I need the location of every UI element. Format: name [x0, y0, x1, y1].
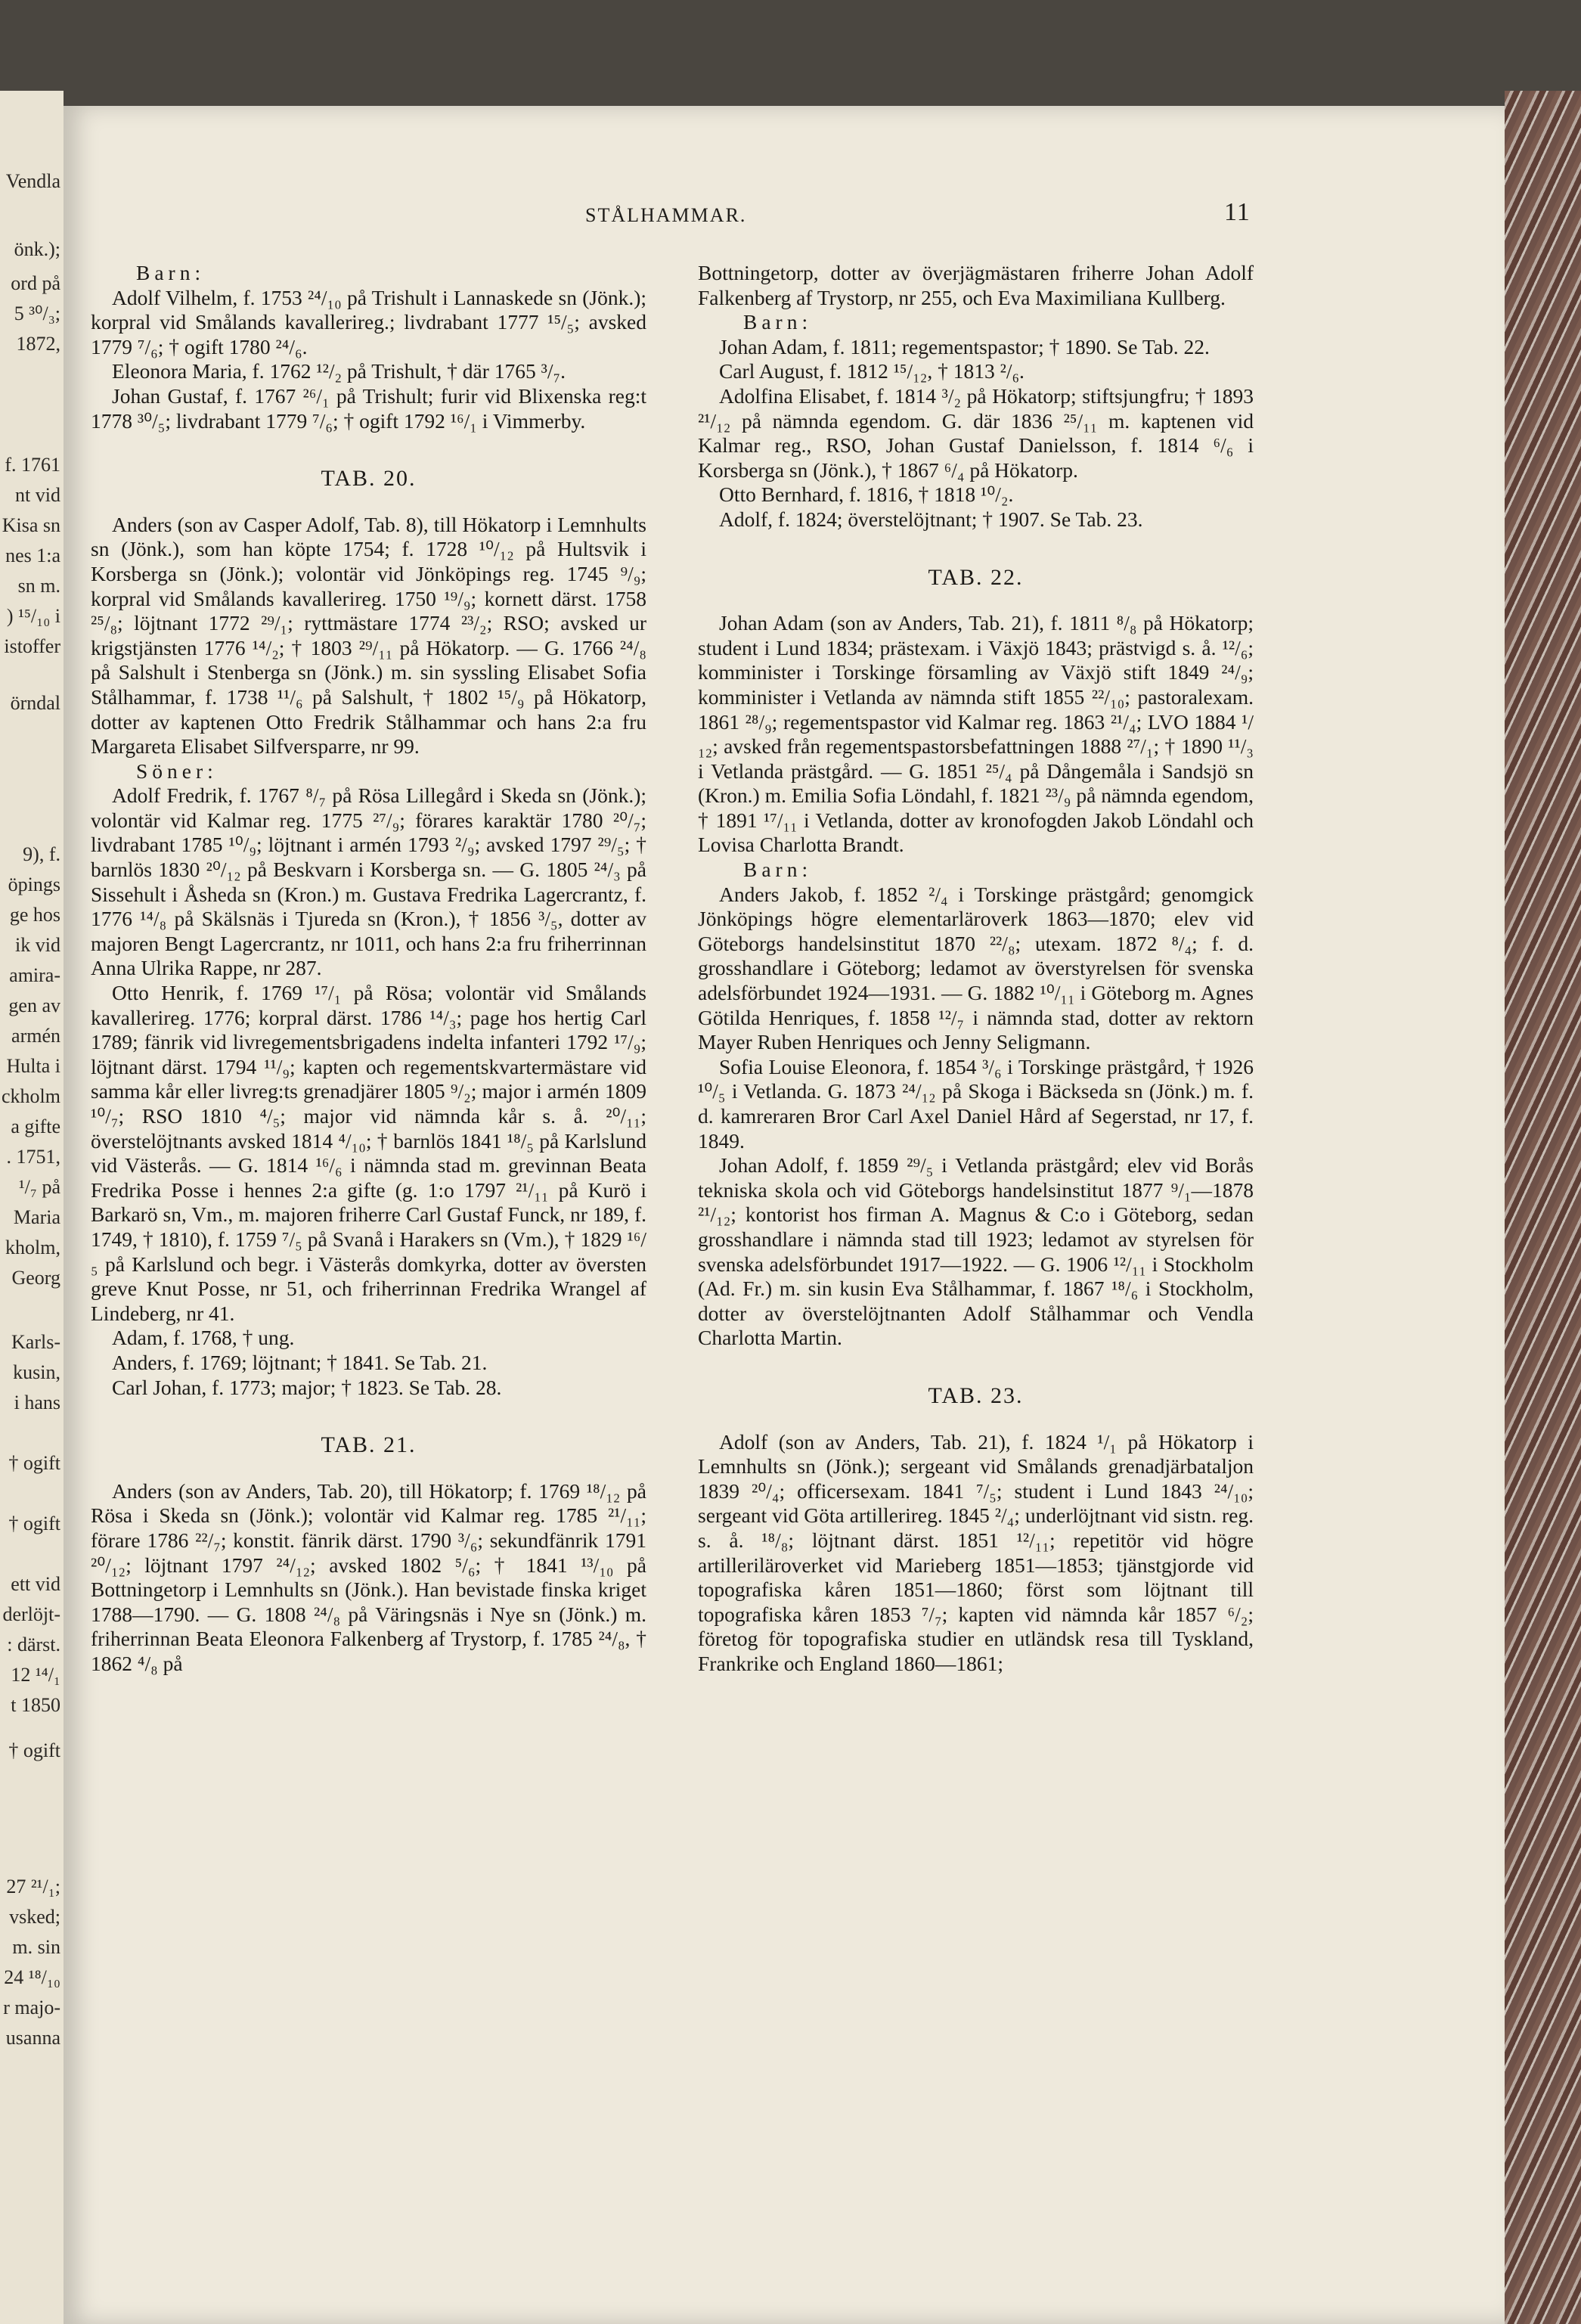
- paragraph: Adam, f. 1768, † ung.: [112, 1326, 295, 1350]
- previous-page-fragment: Vendla: [5, 170, 60, 192]
- previous-page-fragment: öpings: [8, 873, 60, 895]
- previous-page-fragment: usanna: [5, 2027, 60, 2049]
- paragraph: Carl August, f. 1812 ¹⁵/₁₂, † 1813 ²/₆.: [719, 359, 1025, 383]
- previous-page-fragment: derlöjt-: [2, 1603, 60, 1625]
- paragraph: Adolf Fredrik, f. 1767 ⁸/₇ på Rösa Lillegård i Skeda sn (Jönk.); volontär vid Kalmar reg. 1775 ²⁷/₉; förares karaktär 1780 ²⁰/₇; livdrabant 1785 ¹⁰/₉; löjtnant i armén 1793 ²/₉; avsked 1797 ²⁹/₅; † barnlös 1830 ²⁰/₁₂ på Beskvarn i Korsberga sn. — G. 1805 ²⁴/₃ på Sissehult i Åsheda sn (Kron.) m. Gustava Fredrika Lagercrantz, f. 1776 ¹⁴/₈ på Skälsnäs i Tjureda sn (Kron.), † 1856 ³/₅, dotter av majoren Bengt Lagercrantz, nr 1011, och hans 2:a fru friherrinnan Anna Ulrika Rappe, nr 287.: [91, 783, 646, 980]
- section-label: Barn:: [743, 310, 813, 334]
- previous-page-fragment: ik vid: [15, 934, 60, 956]
- paragraph: Otto Henrik, f. 1769 ¹⁷/₁ på Rösa; volontär vid Smålands kavallerireg. 1776; korpral därst. 1786 ¹⁴/₃; page hos hertig Carl 1789; fänrik vid livregementsbrigadens indelta infanteri 1792 ¹⁷/₉; löjtnant därst. 1794 ¹¹/₉; kapten och regementskvartermästare vid samma kår eller livreg:ts grenadjärer 1805 ⁹/₂; major i armén 1809 ¹⁰/₇; RSO 1810 ⁴/₅; major vid nämnda kår s. å. ²⁰/₁₁; överstelöjtnants avsked 1814 ⁴/₁₀; † barnlös 1841 ¹⁸/₅ på Karlslund vid Västerås. — G. 1814 ¹⁶/₆ i nämnda stad m. grevinnan Beata Fredrika Posse i hennes 2:a gifte (g. 1:o 1797 ²¹/₁₁ på Kurö i Barkarö sn, Vm., m. majoren friherre Carl Gustaf Funck, nr 189, f. 1749, † 1810), f. 1759 ⁷/₅ på Svanå i Harakers sn (Vm.), † 1829 ¹⁶/₅ på Karlslund och begr. i Västerås domkyrka, dotter av översten greve Knut Posse, nr 51, och friherrinnan Fredrika Wrangel af Lindeberg, nr 41.: [91, 981, 646, 1325]
- previous-page-fragment: † ogift: [8, 1739, 60, 1761]
- previous-page-fragment: Hulta i: [6, 1055, 60, 1077]
- section-label: Barn:: [743, 858, 813, 882]
- previous-page-fragment: amira-: [9, 964, 60, 986]
- paragraph: Johan Adam (son av Anders, Tab. 21), f. 1811 ⁸/₈ på Hökatorp; student i Lund 1834; prästexam. i Växjö 1843; prästvigd s. å. ¹²/₆; komminister i Torskinge församling av Växjö stift 1849 ²⁴/₉; komminister i Vetlanda av nämnda stift 1855 ²²/₁₀; pastoralexam. 1861 ²⁸/₉; regementspastor vid Kalmar reg. 1863 ²¹/₄; LVO 1884 ¹/₁₂; avsked från regementspastorsbefattningen 1888 ²⁷/₁; † 1890 ¹¹/₃ i Vetlanda prästgård. — G. 1851 ²⁵/₄ på Dångemåla i Sandsjö sn (Kron.) m. Emilia Sofia Löndahl, f. 1821 ²³/₉ på nämnda egendom, † 1891 ¹⁷/₁₁ i Vetlanda, dotter av kronofogden Jakob Löndahl och Lovisa Charlotta Brandt.: [698, 611, 1254, 857]
- previous-page-fragment: Karls-: [11, 1331, 60, 1353]
- previous-page-fragment: ord på: [11, 272, 60, 294]
- table-heading: TAB. 22.: [928, 564, 1024, 590]
- previous-page-fragment: : därst.: [7, 1634, 60, 1655]
- previous-page-fragment: örndal: [10, 692, 60, 714]
- previous-page-fragment: i hans: [14, 1392, 60, 1413]
- section-label: Söner:: [136, 759, 218, 783]
- table-heading: TAB. 20.: [321, 466, 417, 492]
- previous-page-fragment: 1872,: [16, 333, 60, 355]
- table-heading: TAB. 23.: [928, 1382, 1024, 1408]
- previous-page-fragment: ett vid: [11, 1573, 60, 1595]
- paragraph: Anders (son av Anders, Tab. 20), till Hökatorp; f. 1769 ¹⁸/₁₂ på Rösa i Skeda sn (Jönk.); volontär vid Kalmar reg. 1785 ²¹/₁₁; förare 1786 ²²/₇; konstit. fänrik därst. 1790 ³/₆; sekundfänrik 1791 ²⁰/₁₂; löjtnant 1797 ²⁴/₁₂; avsked 1802 ⁵/₆; † 1841 ¹³/₁₀ på Bottningetorp i Lemnhults sn (Jönk.). Han bevistade finska kriget 1788—1790. — G. 1808 ²⁴/₈ på Väringsnäs i Nye sn (Jönk.) m. friherrinnan Beata Eleonora Falkenberg af Trystorp, f. 1785 ²⁴/₈, † 1862 ⁴/₈ på: [91, 1478, 646, 1675]
- previous-page-fragment: Maria: [13, 1206, 60, 1228]
- previous-page-fragment: ckholm: [2, 1085, 60, 1107]
- previous-page-fragment: 24 ¹⁸/₁₀: [4, 1966, 60, 1988]
- previous-page-fragment: Kisa sn: [2, 514, 60, 536]
- previous-page-fragment: ¹/₇ på: [18, 1176, 60, 1198]
- paragraph: Anders (son av Casper Adolf, Tab. 8), till Hökatorp i Lemnhults sn (Jönk.), som han köpte 1754; f. 1728 ¹⁰/₁₂ på Hultsvik i Korsberga sn (Jönk.); volontär vid Jönköpings reg. 1745 ⁹/₉; korpral vid Smålands kavallerireg. 1750 ¹⁹/₉; kornett därst. 1758 ²⁵/₈; löjtnant 1772 ²⁹/₁; ryttmästare 1774 ²³/₂; RSO; avsked ur krigstjänsten 1776 ¹⁴/₂; † 1803 ²⁹/₁₁ på Hökatorp. — G. 1766 ²⁴/₈ på Salshult i Stenberga sn (Jönk.) m. sin syssling Elisabet Sofia Stålhammar, f. 1738 ¹¹/₆ på Salshult, † 1802 ¹⁵/₉ på Hökatorp, dotter av kaptenen Otto Fredrik Stålhammar och hans 2:a fru Margareta Elisabet Silfversparre, nr 99.: [91, 512, 646, 759]
- section-label: Barn:: [136, 261, 206, 284]
- previous-page-fragment: 27 ²¹/₁;: [6, 1876, 60, 1897]
- previous-page-fragment: kusin,: [13, 1361, 60, 1383]
- previous-page-fragment: gen av: [8, 994, 60, 1016]
- paragraph: Otto Bernhard, f. 1816, † 1818 ¹⁰/₂.: [719, 482, 1014, 507]
- paragraph: Adolfina Elisabet, f. 1814 ³/₂ på Hökatorp; stiftsjungfru; † 1893 ²¹/₁₂ på nämnda egendom. G. där 1836 ²⁵/₁₁ m. kaptenen vid Kalmar reg., RSO, Johan Gustaf Danielsson, f. 1814 ⁶/₆ i Korsberga sn (Jönk.), † 1867 ⁶/₄ på Hökatorp.: [698, 383, 1254, 482]
- previous-page-fragment: nt vid: [15, 484, 60, 506]
- previous-page-edge: [0, 91, 64, 2324]
- paragraph: Bottningetorp, dotter av överjägmästaren friherre Johan Adolf Falkenberg af Trystorp, nr 255, och Eva Maximiliana Kullberg.: [698, 261, 1254, 309]
- running-title: STÅLHAMMAR.: [585, 204, 747, 226]
- paragraph: Eleonora Maria, f. 1762 ¹²/₂ på Trishult, † där 1765 ³/₇.: [112, 359, 566, 383]
- previous-page-fragment: m. sin: [12, 1936, 60, 1958]
- previous-page-fragment: f. 1761: [5, 454, 60, 476]
- previous-page-fragment: 5 ³⁰/₃;: [14, 303, 60, 324]
- previous-page-fragment: ) ¹⁵/₁₀ i: [6, 605, 60, 627]
- previous-page-fragment: armén: [11, 1025, 60, 1047]
- paragraph: Adolf Vilhelm, f. 1753 ²⁴/₁₀ på Trishult i Lannaskede sn (Jönk.); korpral vid Smålands kavallerireg.; livdrabant 1777 ¹⁵/₅; avsked 1779 ⁷/₆; † ogift 1780 ²⁴/₆.: [91, 285, 646, 358]
- previous-page-fragment: . 1751,: [6, 1146, 60, 1168]
- paragraph: Carl Johan, f. 1773; major; † 1823. Se Tab. 28.: [112, 1375, 502, 1399]
- paragraph: Anders Jakob, f. 1852 ²/₄ i Torskinge prästgård; genomgick Jönköpings högre elementarläroverk 1863—1870; elev vid Göteborgs handelsinstitut 1870 ²²/₈; utexam. 1872 ⁸/₄; f. d. grosshandlare i Göteborg; ledamot av överstyrelsen för svenska adelsförbundet 1924—1931. — G. 1882 ¹⁰/₁₁ i Göteborg m. Agnes Götilda Henriques, f. 1858 ¹²/₇ i nämnda stad, dotter av rektorn Mayer Ruben Henriques och Jenny Seligmann.: [698, 882, 1254, 1054]
- right-column: [698, 261, 1254, 1676]
- page-header: [64, 198, 1505, 234]
- previous-page-fragment: Georg: [11, 1267, 60, 1289]
- paragraph: Johan Gustaf, f. 1767 ²⁶/₁ på Trishult; furir vid Blixenska reg:t 1778 ³⁰/₅; livdrabant 1779 ⁷/₆; † ogift 1792 ¹⁶/₁ i Vimmerby.: [91, 383, 646, 433]
- previous-page-fragment: r majo-: [3, 1997, 60, 2018]
- previous-page-fragment: t 1850: [11, 1694, 60, 1716]
- paragraph: Sofia Louise Eleonora, f. 1854 ³/₆ i Torskinge prästgård, † 1926 ¹⁰/₅ i Vetlanda. G. 1873 ²⁴/₁₂ på Skoga i Bäckseda sn (Jönk.) m. f. d. kamreraren Bror Carl Axel Daniel Hård af Segerstad, nr 17, f. 1849.: [698, 1054, 1254, 1153]
- table-heading: TAB. 21.: [321, 1432, 417, 1458]
- paragraph: Johan Adam, f. 1811; regementspastor; † 1890. Se Tab. 22.: [719, 334, 1210, 358]
- previous-page-fragment: † ogift: [8, 1452, 60, 1474]
- previous-page-fragment: vsked;: [9, 1906, 60, 1928]
- previous-page-fragment: 9), f.: [23, 843, 60, 865]
- paragraph: Anders, f. 1769; löjtnant; † 1841. Se Tab. 21.: [112, 1350, 488, 1374]
- previous-page-fragment: 12 ¹⁴/₁: [11, 1664, 60, 1686]
- previous-page-fragment: istoffer: [4, 635, 60, 657]
- previous-page-fragment: kholm,: [5, 1236, 60, 1258]
- previous-page-fragment: nes 1:a: [5, 545, 60, 566]
- page-number: 11: [1224, 198, 1251, 226]
- previous-page-fragment: ge hos: [9, 904, 60, 926]
- paragraph: Johan Adolf, f. 1859 ²⁹/₅ i Vetlanda prästgård; elev vid Borås tekniska skola och vid Göteborgs handelsinstitut 1877 ⁹/₁—1878 ²¹/₁₂; kontorist hos firman A. Magnus & C:o i Göteborg, sedan grosshandlare i nämnda stad till 1923; ledamot av styrelsen för svenska adelsförbundet 1917—1922. — G. 1906 ¹²/₁₁ i Stockholm (Ad. Fr.) m. sin kusin Eva Stålhammar, f. 1867 ¹⁸/₆ i Stockholm, dotter av överstelöjtnanten Adolf Stålhammar och Vendla Charlotta Martin.: [698, 1153, 1254, 1350]
- previous-page-fragment: † ogift: [8, 1513, 60, 1534]
- marbled-book-edge: [1505, 91, 1581, 2324]
- previous-page-fragment: önk.);: [14, 238, 60, 260]
- paragraph: Adolf (son av Anders, Tab. 21), f. 1824 ¹/₁ på Hökatorp i Lemnhults sn (Jönk.); sergeant vid Smålands grenadjärbataljon 1839 ²⁰/₄; officersexam. 1841 ⁷/₅; student i Lund 1843 ²⁴/₁₀; sergeant vid Göta artillerireg. 1845 ²/₄; underlöjtnant vid sistn. reg. s. å. ¹⁸/₈; löjtnant därst. 1851 ¹²/₁₁; repetitör vid högre artilleriläroverket vid Marieberg 1851—1853; tjänstgjorde vid topografiska kåren 1851—1860; först som löjtnant till topografiska kåren 1853 ⁷/₇; kapten vid nämnda kår 1857 ⁶/₂; företog för topografiska studier en utländsk resa till Tyskland, Frankrike och England 1860—1861;: [698, 1429, 1254, 1675]
- previous-page-fragment: sn m.: [17, 575, 60, 597]
- paragraph: Adolf, f. 1824; överstelöjtnant; † 1907. Se Tab. 23.: [719, 507, 1143, 531]
- previous-page-fragment: a gifte: [11, 1115, 60, 1137]
- left-column: [91, 261, 646, 1676]
